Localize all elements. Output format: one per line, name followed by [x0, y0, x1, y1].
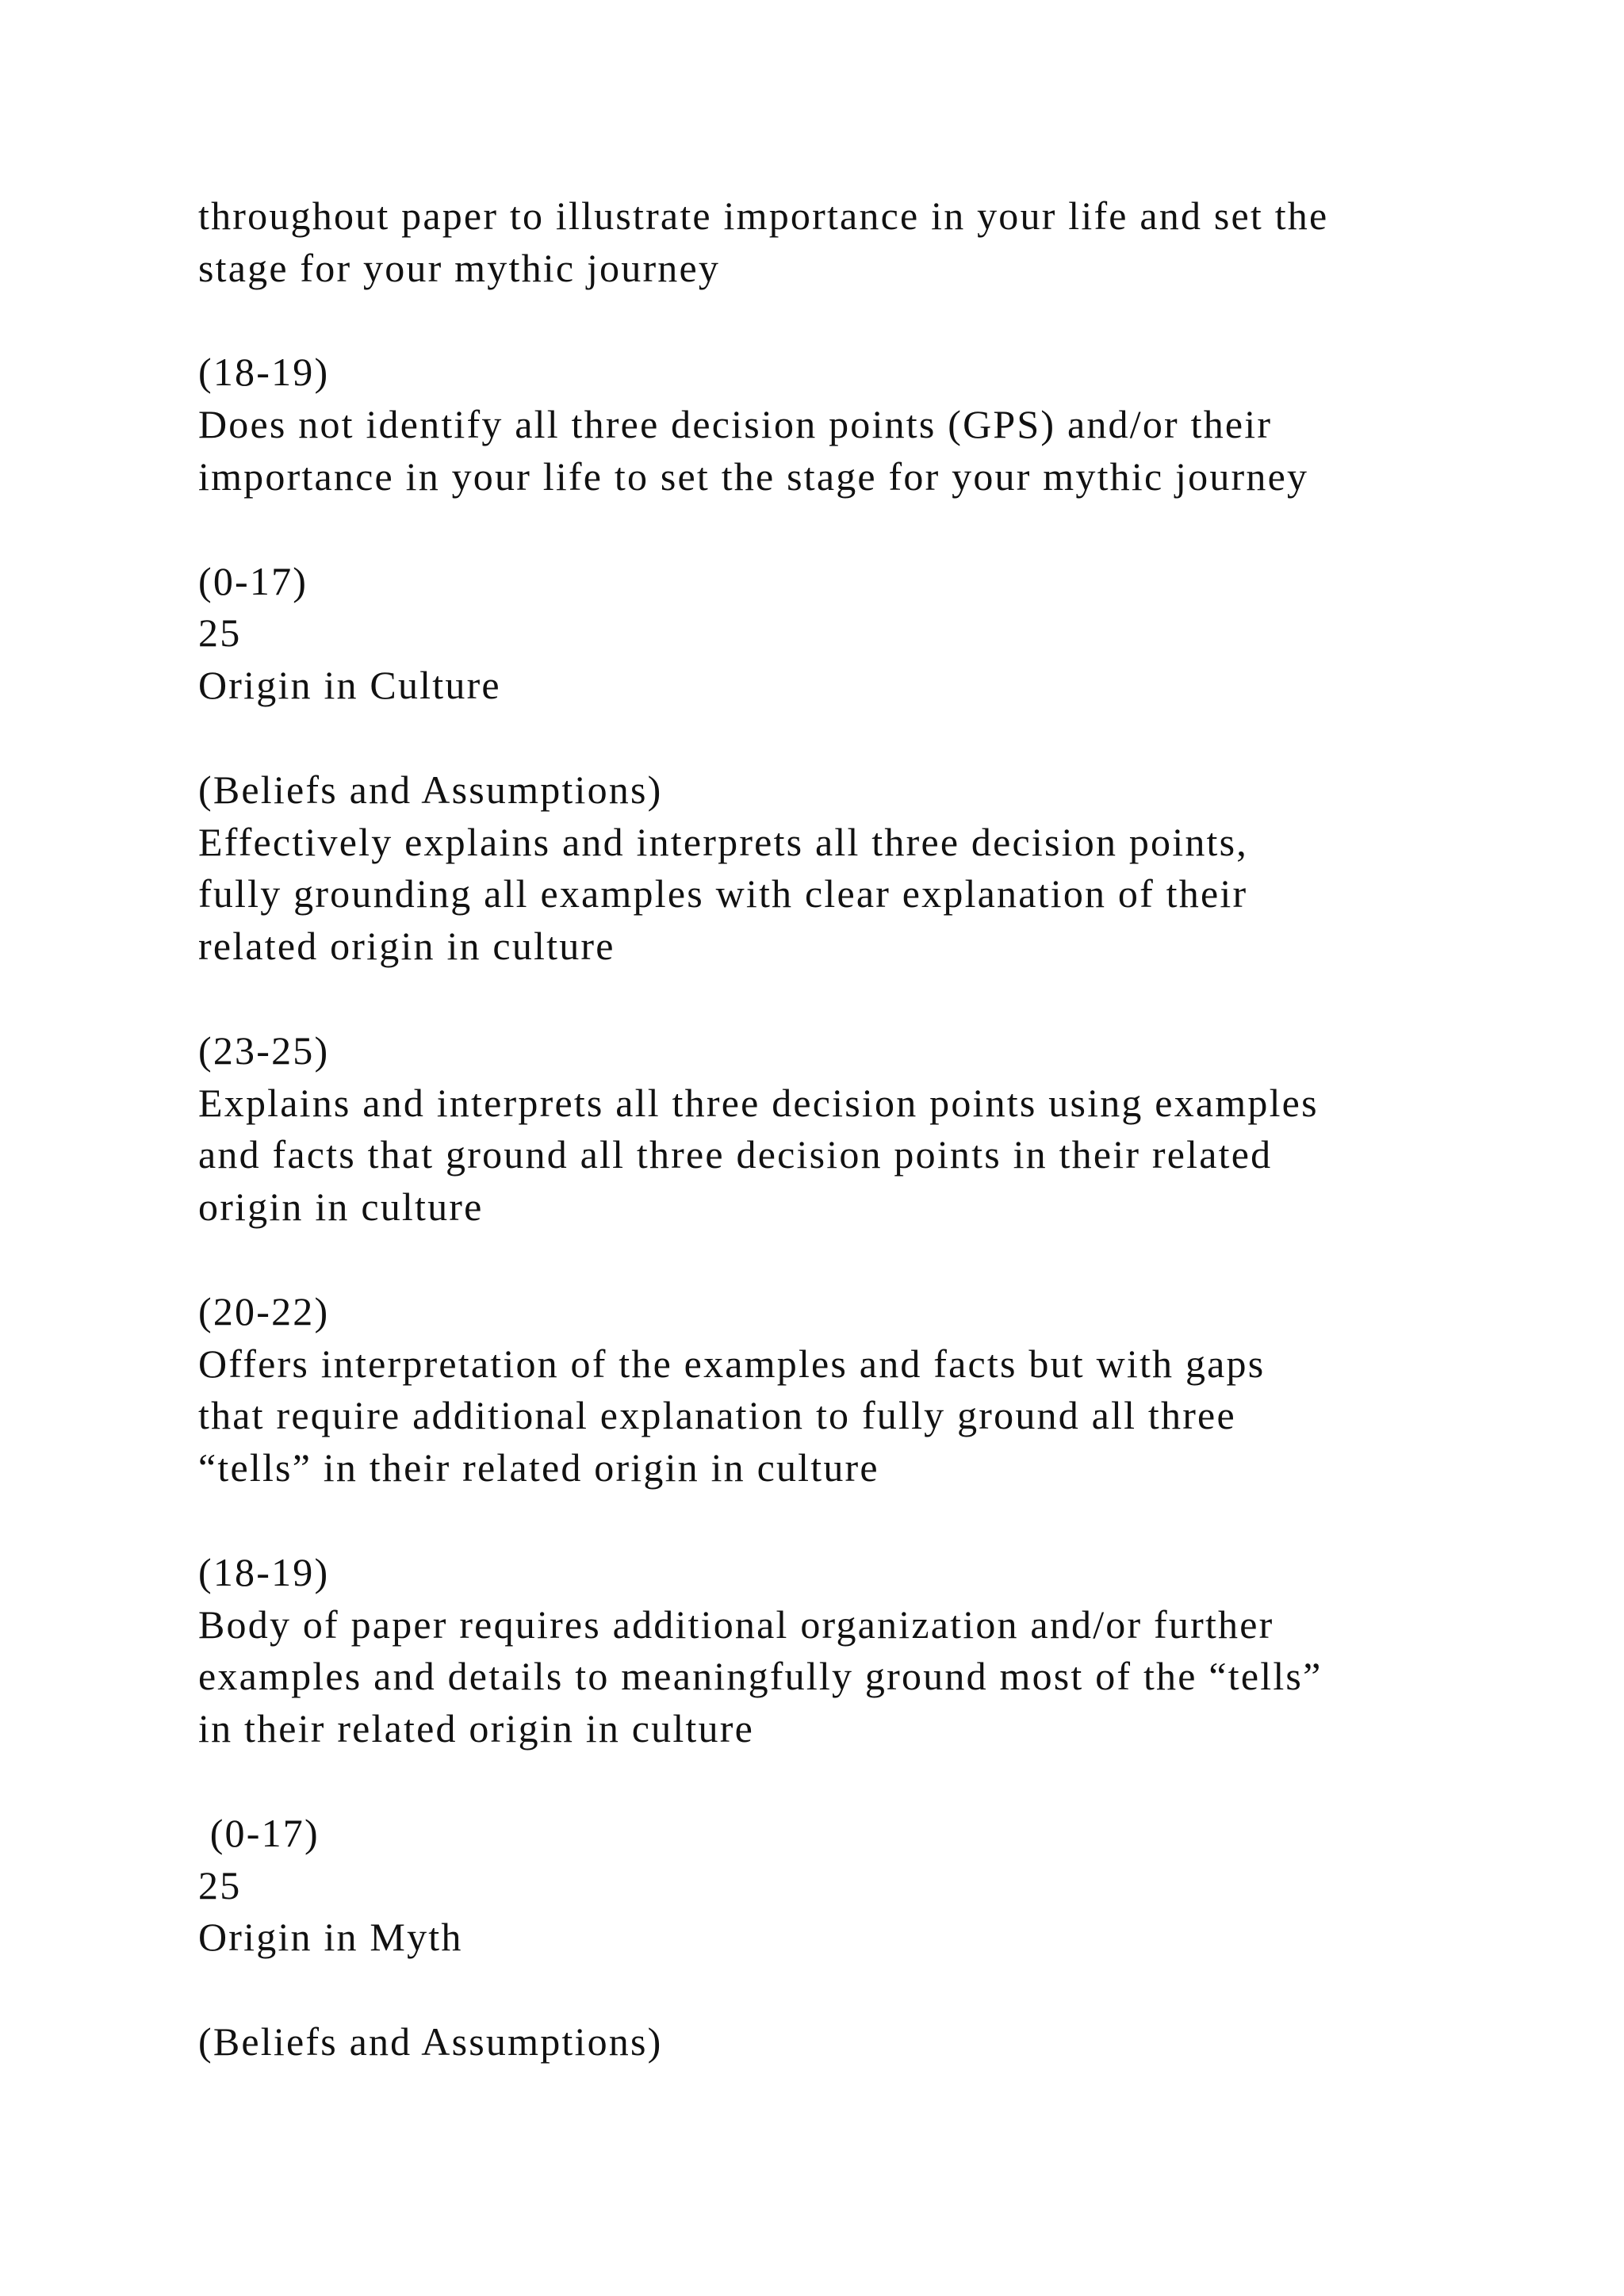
text-line: Effectively explains and interprets all three decision points, — [198, 819, 1248, 864]
text-line: Does not identify all three decision points (GPS) and/or their — [198, 402, 1273, 447]
criterion-title: Origin in Myth — [198, 1915, 463, 1960]
score-range: (18-19) — [198, 350, 330, 395]
blank-line — [198, 712, 1507, 764]
text-line: in their related origin in culture — [198, 1706, 754, 1751]
score-range: (0-17) — [198, 558, 308, 603]
text-line: and facts that ground all three decision points in their related — [198, 1132, 1273, 1177]
criterion-title: Origin in Culture — [198, 663, 501, 708]
text-line: fully grounding all examples with clear explanation of their — [198, 871, 1248, 916]
text-line: related origin in culture — [198, 924, 615, 969]
score-range: (23-25) — [198, 1027, 330, 1073]
text-line: that require additional explanation to fully ground all three — [198, 1393, 1236, 1438]
score-range: (18-19) — [198, 1549, 330, 1594]
points-value: 25 — [198, 610, 242, 656]
text-line: Explains and interprets all three decision points using examples — [198, 1080, 1319, 1125]
document-body-text — [198, 190, 1507, 2068]
score-range: (20-22) — [198, 1288, 330, 1334]
score-range: (0-17) — [198, 1810, 320, 1855]
text-line: Offers interpretation of the examples and facts but with gaps — [198, 1341, 1266, 1386]
text-line: origin in culture — [198, 1184, 484, 1230]
criterion-subtitle: (Beliefs and Assumptions) — [198, 2019, 663, 2064]
blank-line — [198, 503, 1507, 556]
text-line: “tells” in their related origin in culture — [198, 1445, 879, 1490]
blank-line — [198, 295, 1507, 347]
criterion-subtitle: (Beliefs and Assumptions) — [198, 767, 663, 812]
text-line: examples and details to meaningfully ground most of the “tells” — [198, 1654, 1323, 1699]
text-line: Body of paper requires additional organization and/or further — [198, 1601, 1274, 1647]
blank-line — [198, 973, 1507, 1025]
blank-line — [198, 1755, 1507, 1808]
points-value: 25 — [198, 1862, 242, 1908]
text-line: importance in your life to set the stage for your mythic journey — [198, 453, 1309, 499]
text-line: stage for your mythic journey — [198, 245, 721, 290]
blank-line — [198, 1494, 1507, 1547]
blank-line — [198, 1234, 1507, 1286]
text-line: throughout paper to illustrate importance in your life and set the — [198, 193, 1329, 238]
blank-line — [198, 1964, 1507, 2016]
